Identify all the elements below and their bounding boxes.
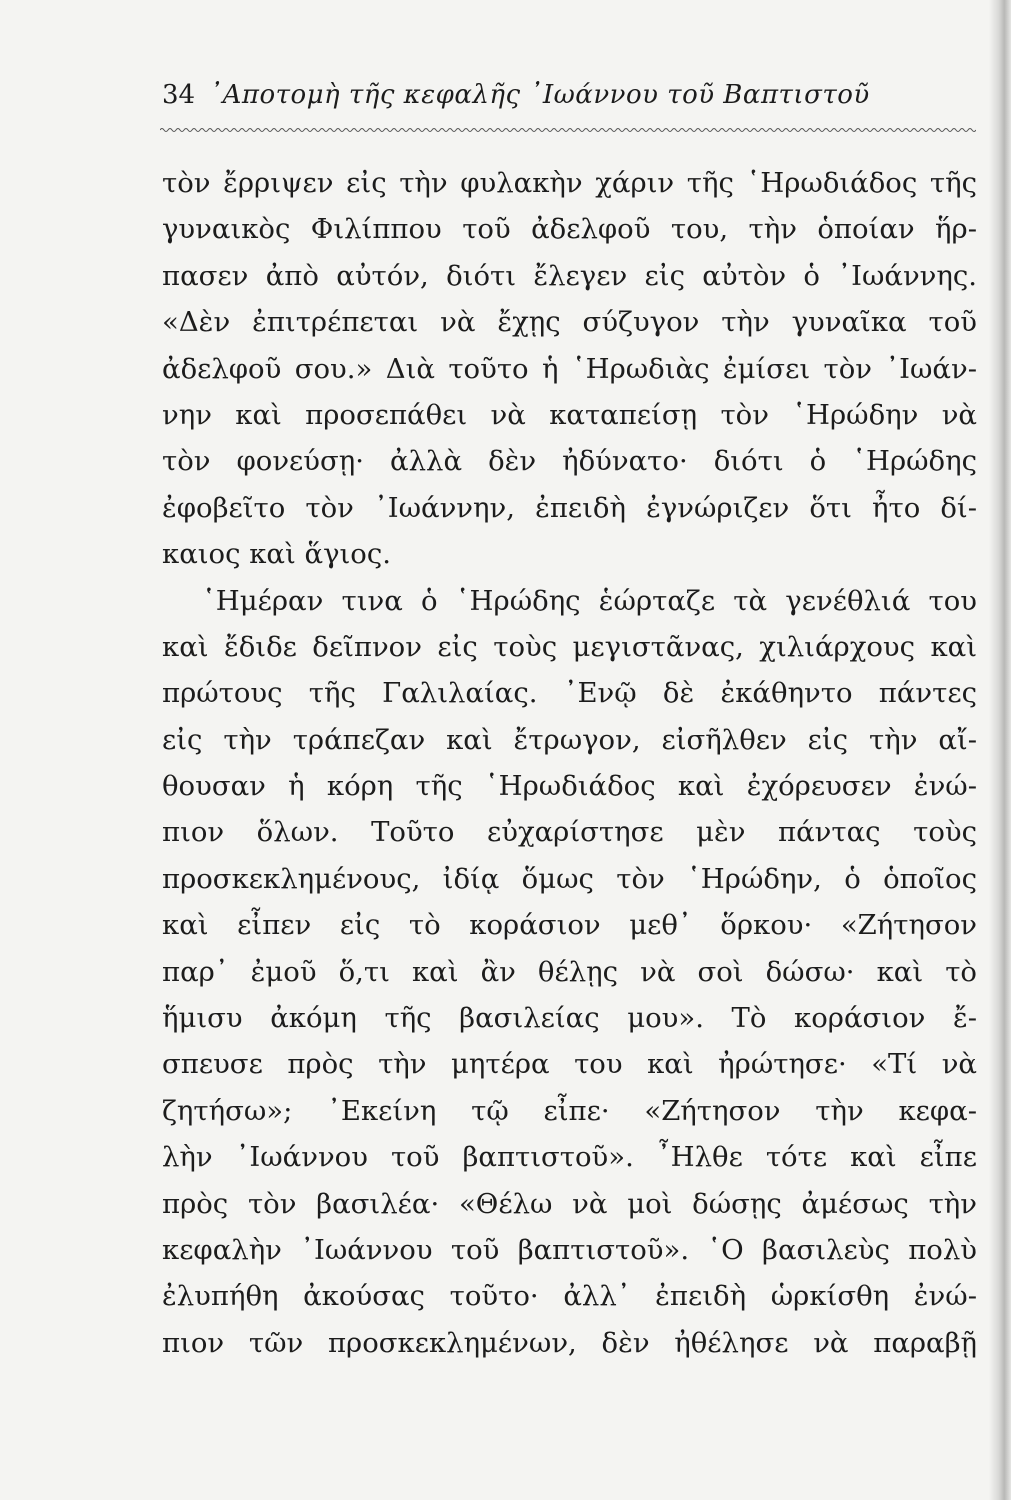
text-line: ἐλυπήθη ἀκούσας τοῦτο· ἀλλ᾿ ἐπειδὴ ὡρκίσθη ἐνώ- (162, 1280, 977, 1313)
text-line: εἰς τὴν τράπεζαν καὶ ἔτρωγον, εἰσῆλθεν εἰς τὴν αἴ- (162, 723, 977, 756)
text-line: πρὸς τὸν βασιλέα· «Θέλω νὰ μοὶ δώσῃς ἀμέσως τὴν (162, 1187, 977, 1220)
text-line: σπευσε πρὸς τὴν μητέρα του καὶ ἠρώτησε· «Τί νὰ (162, 1048, 977, 1081)
text-line: τὸν ἔρριψεν εἰς τὴν φυλακὴν χάριν τῆς ῾Ηρωδιάδος τῆς (162, 167, 977, 199)
running-title: ᾿Αποτομὴ τῆς κεφαλῆς ᾿Ιωάννου τοῦ Βαπτιστοῦ (209, 80, 870, 110)
page-header (162, 80, 974, 124)
text-line: προσκεκλημένους, ἰδίᾳ ὅμως τὸν ῾Ηρώδην, ὁ ὁποῖος (162, 862, 977, 895)
text-line: γυναικὸς Φιλίππου τοῦ ἀδελφοῦ του, τὴν ὁποίαν ἥρ- (162, 213, 977, 246)
text-line: κεφαλὴν ᾿Ιωάννου τοῦ βαπτιστοῦ». ῾Ο βασιλεὺς πολὺ (162, 1233, 977, 1266)
text-line: πιον ὅλων. Τοῦτο εὐχαρίστησε μὲν πάντας τοὺς (162, 816, 977, 849)
text-line: «Δὲν ἐπιτρέπεται νὰ ἔχῃς σύζυγον τὴν γυναῖκα τοῦ (162, 306, 977, 339)
text-line: καὶ εἶπεν εἰς τὸ κοράσιον μεθ᾿ ὅρκου· «Ζήτησον (162, 909, 977, 942)
text-line: τὸν φονεύσῃ· ἀλλὰ δὲν ἠδύνατο· διότι ὁ ῾Ηρώδης (162, 445, 977, 478)
text-line: ἀδελφοῦ σου.» Διὰ τοῦτο ἡ ῾Ηρωδιὰς ἐμίσει τὸν ᾿Ιωάν- (162, 352, 977, 385)
text-line: ἐφοβεῖτο τὸν ᾿Ιωάννην, ἐπειδὴ ἐγνώριζεν ὅτι ἦτο δί- (162, 491, 977, 524)
text-line: καιος καὶ ἅγιος. (162, 538, 392, 571)
text-line: λὴν ᾿Ιωάννου τοῦ βαπτιστοῦ». ῏Ηλθε τότε καὶ εἶπε (162, 1141, 977, 1174)
text-line: ἥμισυ ἀκόμη τῆς βασιλείας μου». Τὸ κοράσιον ἔ- (162, 1002, 977, 1035)
text-line: νην καὶ προσεπάθει νὰ καταπείσῃ τὸν ῾Ηρώδην νὰ (162, 398, 977, 431)
header-wavy-rule (160, 126, 976, 134)
text-line: ῾Ημέραν τινα ὁ ῾Ηρώδης ἑώρταζε τὰ γενέθλιά του (202, 584, 977, 617)
text-line: ζητήσω»; ᾿Εκείνη τῷ εἶπε· «Ζήτησον τὴν κεφα- (162, 1094, 977, 1127)
text-line: πρώτους τῆς Γαλιλαίας. ᾿Ενῷ δὲ ἐκάθηντο πάντες (162, 677, 977, 710)
text-line: πιον τῶν προσκεκλημένων, δὲν ἠθέλησε νὰ παραβῇ (162, 1326, 977, 1359)
text-line: καὶ ἔδιδε δεῖπνον εἰς τοὺς μεγιστᾶνας, χιλιάρχους καὶ (162, 630, 977, 663)
page-spine-shadow (989, 0, 1011, 1500)
page-number: 34 (162, 80, 196, 110)
body-text (162, 160, 977, 1366)
text-line: θουσαν ἡ κόρη τῆς ῾Ηρωδιάδος καὶ ἐχόρευσεν ἐνώ- (162, 770, 977, 803)
text-line: παρ᾿ ἐμοῦ ὅ,τι καὶ ἂν θέλῃς νὰ σοὶ δώσω· καὶ τὸ (162, 955, 977, 988)
text-line: πασεν ἀπὸ αὐτόν, διότι ἔλεγεν εἰς αὐτὸν ὁ ᾿Ιωάννης. (162, 259, 977, 292)
